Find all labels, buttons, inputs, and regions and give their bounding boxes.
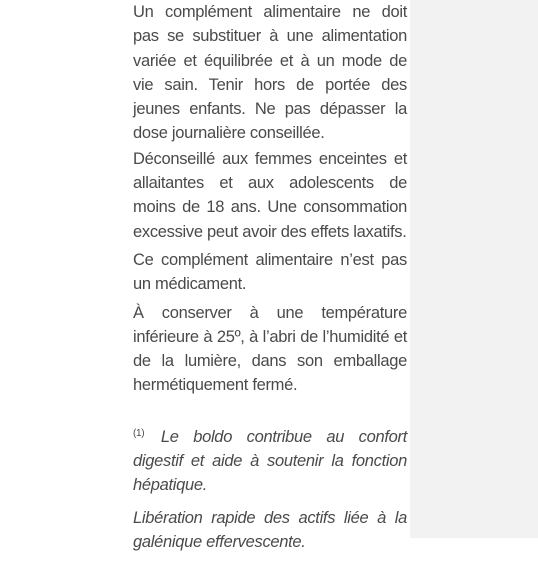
footnote-marker: (1)	[133, 427, 145, 439]
footnote	[133, 422, 407, 498]
contraindication-paragraph: Déconseillé aux femmes enceintes et allaitantes et aux adolescents de moins de 18 ans. Une consommation excessive peut avoir des effets laxatifs.	[133, 149, 407, 241]
storage-paragraph: À conserver à une température inférieure à 25º, à l’abri de l’humidité et de la lumière, dans son emballage hermétiquement fermé.	[133, 303, 407, 395]
release-note: Libération rapide des actifs liée à la galénique effervescente.	[133, 508, 407, 551]
side-stripe	[410, 0, 538, 538]
label-text-column	[133, 0, 407, 562]
footnote-text: Le boldo contribue au confort digestif et aide à soutenir la fonction hépatique.	[133, 427, 407, 495]
not-medicine-paragraph: Ce complément alimentaire n’est pas un médicament.	[133, 250, 407, 294]
notes-section	[133, 422, 407, 554]
warning-paragraph: Un complément alimentaire ne doit pas se substituer à une alimentation variée et équilibrée et à un mode de vie sain. Tenir hors de portée des jeunes enfants. Ne pas dépasser la dose journalière conseillée.	[133, 3, 407, 143]
